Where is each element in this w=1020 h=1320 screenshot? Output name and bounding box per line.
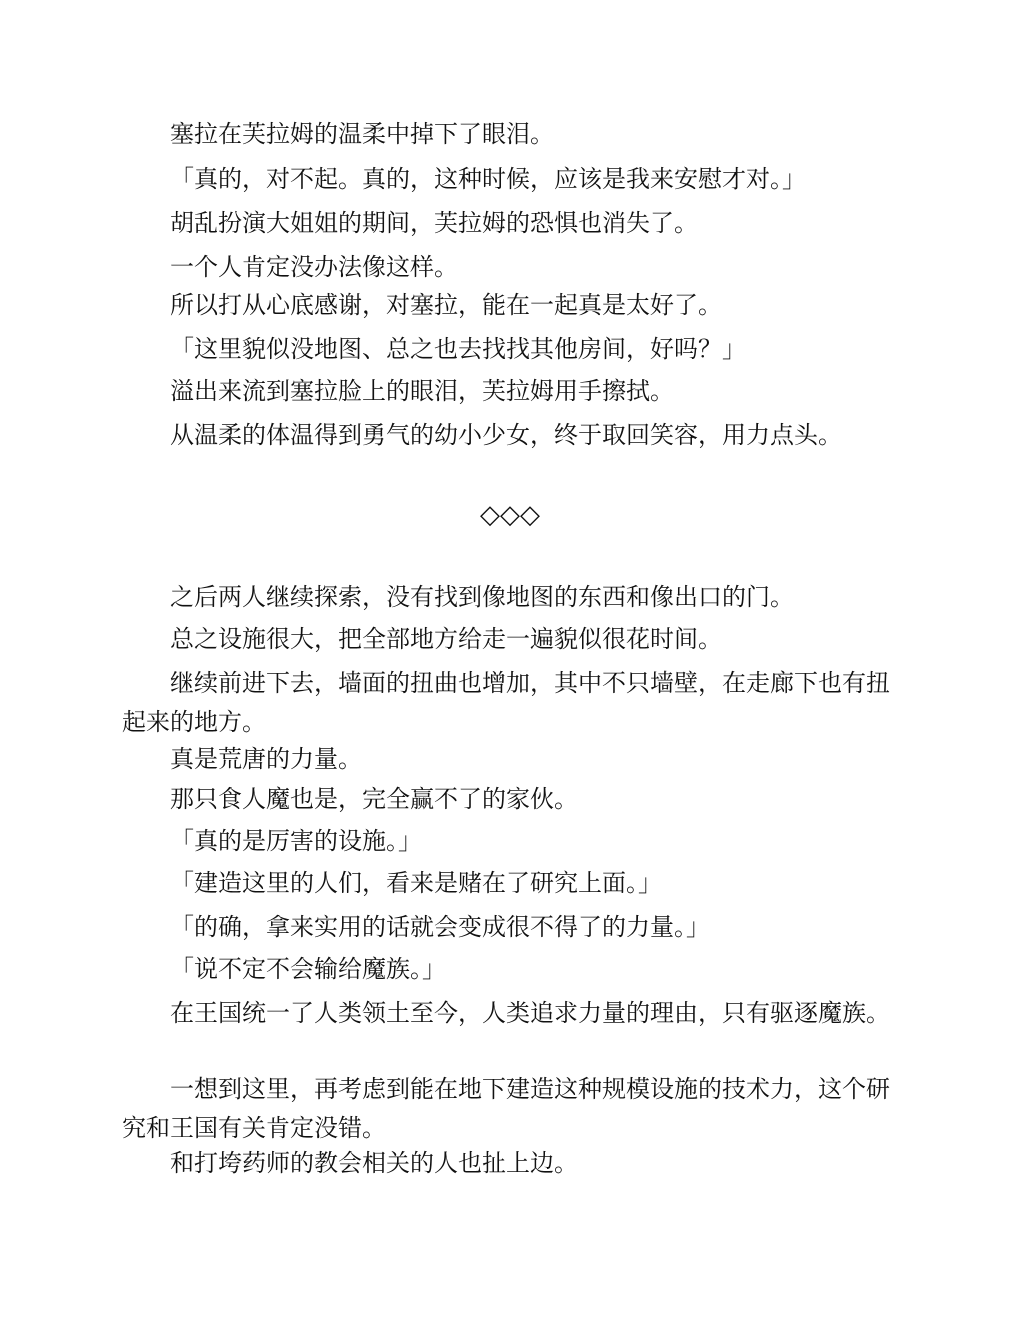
section-separator: ◇◇◇: [480, 500, 540, 530]
paragraph: 在王国统一了人类领土至今，人类追求力量的理由，只有驱逐魔族。: [170, 999, 890, 1027]
paragraph: 「的确，拿来实用的话就会变成很不得了的力量。」: [170, 913, 710, 941]
paragraph: 一想到这里，再考虑到能在地下建造这种规模设施的技术力，这个研究和王国有关肯定没错。: [122, 1075, 890, 1142]
paragraph: 「建造这里的人们，看来是赌在了研究上面。」: [170, 869, 662, 897]
paragraph: 溢出来流到塞拉脸上的眼泪，芙拉姆用手擦拭。: [170, 377, 674, 405]
paragraph: 「说不定不会输给魔族。」: [170, 955, 446, 983]
paragraph: 从温柔的体温得到勇气的幼小少女，终于取回笑容，用力点头。: [170, 421, 842, 449]
paragraph: 总之设施很大，把全部地方给走一遍貌似很花时间。: [170, 625, 722, 653]
paragraph: 那只食人魔也是，完全赢不了的家伙。: [170, 785, 578, 813]
paragraph: 「真的是厉害的设施。」: [170, 827, 422, 855]
paragraph: 和打垮药师的教会相关的人也扯上边。: [170, 1149, 578, 1177]
paragraph: 胡乱扮演大姐姐的期间，芙拉姆的恐惧也消失了。: [170, 209, 698, 237]
paragraph: 一个人肯定没办法像这样。: [170, 253, 458, 281]
paragraph: 「真的，对不起。真的，这种时候，应该是我来安慰才对。」: [170, 165, 806, 193]
paragraph: 继续前进下去，墙面的扭曲也增加，其中不只墙壁，在走廊下也有扭起来的地方。: [122, 669, 890, 736]
paragraph: 所以打从心底感谢，对塞拉，能在一起真是太好了。: [170, 291, 722, 319]
paragraph: 真是荒唐的力量。: [170, 745, 362, 773]
paragraph: 「这里貌似没地图、总之也去找找其他房间，好吗？」: [170, 335, 746, 363]
paragraph: 塞拉在芙拉姆的温柔中掉下了眼泪。: [170, 120, 554, 148]
paragraph: 之后两人继续探索，没有找到像地图的东西和像出口的门。: [170, 583, 794, 611]
